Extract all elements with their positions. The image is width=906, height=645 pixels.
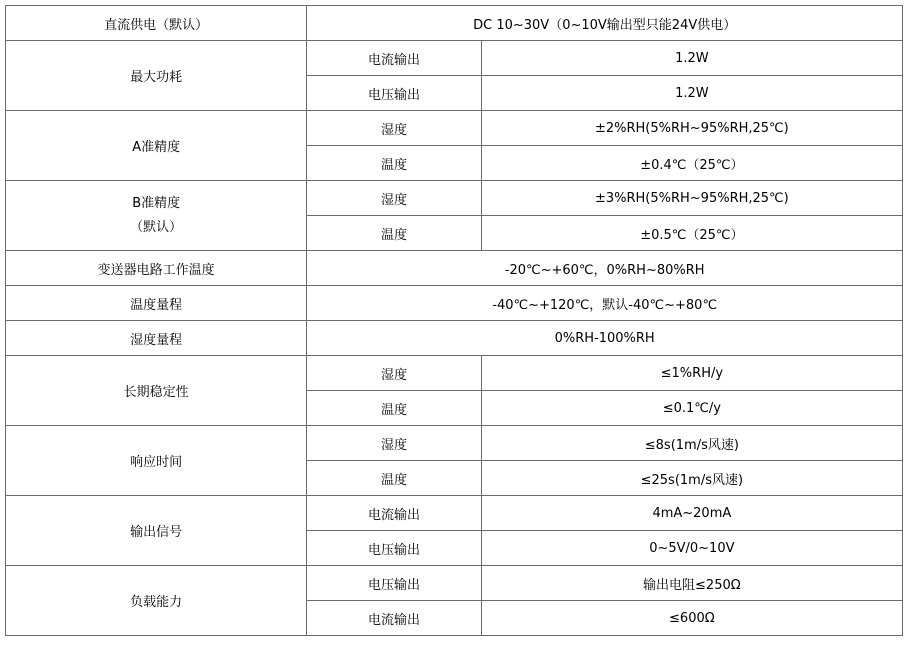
value-response-temperature: ≤25s(1m/s风速) [481, 461, 902, 496]
spec-table [5, 5, 903, 636]
sub-label-max-power-voltage: 电压输出 [307, 76, 481, 111]
table-row-load-voltage [6, 566, 903, 601]
row-label-humidity-range: 湿度量程 [6, 321, 307, 356]
b-accuracy-label-line2: （默认） [130, 219, 183, 235]
row-label-load-capacity: 负载能力 [6, 566, 307, 636]
value-stability-temperature: ≤0.1℃/y [481, 391, 902, 426]
value-output-voltage: 0~5V/0~10V [481, 531, 902, 566]
b-accuracy-label-line1: B准精度 [132, 195, 181, 211]
value-load-voltage: 输出电阻≤250Ω [481, 566, 902, 601]
sub-label-max-power-current: 电流输出 [307, 41, 481, 76]
table-row-response-humidity [6, 426, 903, 461]
sub-label-a-accuracy-humidity: 湿度 [307, 111, 481, 146]
row-label-output-signal: 输出信号 [6, 496, 307, 566]
value-operating-temp: -20℃~+60℃，0%RH~80%RH [307, 251, 903, 286]
sub-label-output-current: 电流输出 [307, 496, 481, 531]
value-a-accuracy-temperature: ±0.4℃（25℃） [481, 146, 902, 181]
sub-label-b-accuracy-temperature: 温度 [307, 216, 481, 251]
table-row-power-supply [6, 6, 903, 41]
row-label-temp-range: 温度量程 [6, 286, 307, 321]
row-label-power-supply: 直流供电（默认） [6, 6, 307, 41]
row-label-b-accuracy [6, 181, 307, 251]
sub-label-load-current: 电流输出 [307, 601, 481, 636]
sub-label-stability-humidity: 湿度 [307, 356, 481, 391]
value-b-accuracy-humidity: ±3%RH(5%RH~95%RH,25℃) [481, 181, 902, 216]
table-row-output-current [6, 496, 903, 531]
table-row-operating-temp [6, 251, 903, 286]
value-max-power-current: 1.2W [481, 41, 902, 76]
table-row-max-power-current [6, 41, 903, 76]
table-row-stability-humidity [6, 356, 903, 391]
table-row-b-accuracy-humidity [6, 181, 903, 216]
sub-label-load-voltage: 电压输出 [307, 566, 481, 601]
value-humidity-range: 0%RH-100%RH [307, 321, 903, 356]
value-a-accuracy-humidity: ±2%RH(5%RH~95%RH,25℃) [481, 111, 902, 146]
value-b-accuracy-temperature: ±0.5℃（25℃） [481, 216, 902, 251]
sub-label-response-temperature: 温度 [307, 461, 481, 496]
row-label-a-accuracy: A准精度 [6, 111, 307, 181]
sub-label-b-accuracy-humidity: 湿度 [307, 181, 481, 216]
sub-label-output-voltage: 电压输出 [307, 531, 481, 566]
value-power-supply: DC 10~30V（0~10V输出型只能24V供电） [307, 6, 903, 41]
value-output-current: 4mA~20mA [481, 496, 902, 531]
value-max-power-voltage: 1.2W [481, 76, 902, 111]
sub-label-response-humidity: 湿度 [307, 426, 481, 461]
table-row-humidity-range [6, 321, 903, 356]
row-label-max-power: 最大功耗 [6, 41, 307, 111]
row-label-response-time: 响应时间 [6, 426, 307, 496]
sub-label-stability-temperature: 温度 [307, 391, 481, 426]
value-temp-range: -40℃~+120℃，默认-40℃~+80℃ [307, 286, 903, 321]
value-stability-humidity: ≤1%RH/y [481, 356, 902, 391]
row-label-stability: 长期稳定性 [6, 356, 307, 426]
sub-label-a-accuracy-temperature: 温度 [307, 146, 481, 181]
table-row-a-accuracy-humidity [6, 111, 903, 146]
table-row-temp-range [6, 286, 903, 321]
row-label-operating-temp: 变送器电路工作温度 [6, 251, 307, 286]
value-response-humidity: ≤8s(1m/s风速) [481, 426, 902, 461]
value-load-current: ≤600Ω [481, 601, 902, 636]
